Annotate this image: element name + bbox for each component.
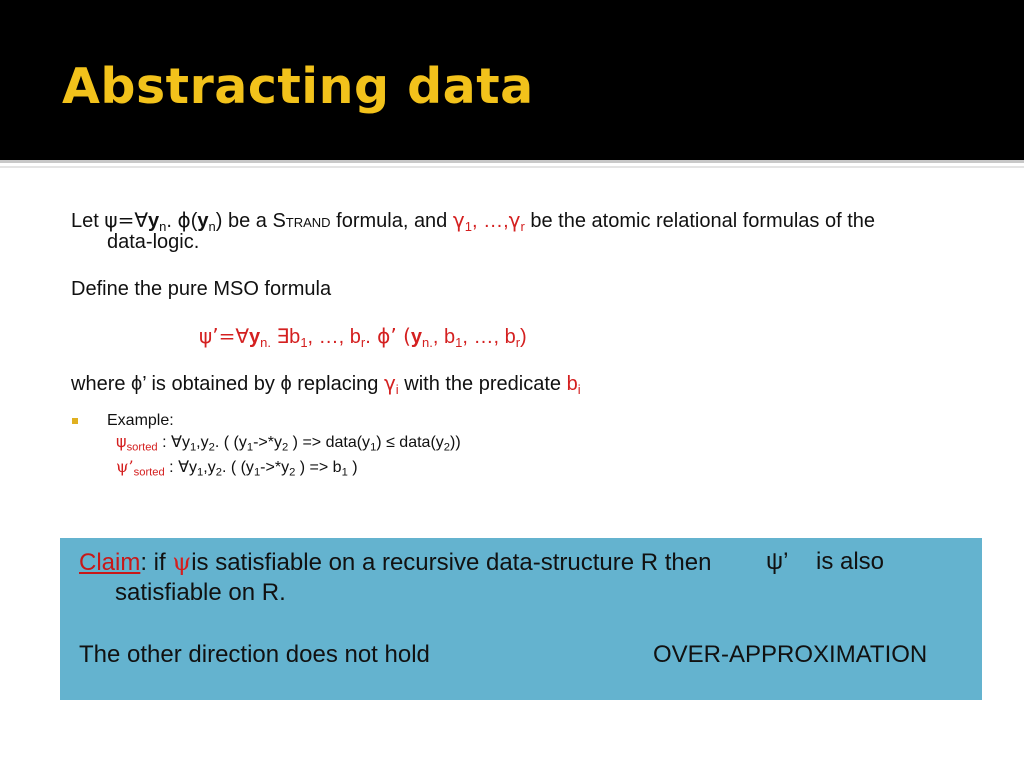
- strand-rest: TRAND: [285, 215, 331, 230]
- define-line: Define the pure MSO formula: [71, 278, 332, 300]
- sub-n-4: n.: [422, 334, 433, 350]
- text-formula-and: formula, and: [330, 210, 453, 232]
- claim-line-2: satisfiable on R.: [115, 579, 286, 606]
- intro-line-1: [71, 208, 875, 234]
- example-line-2: [116, 457, 358, 478]
- ex2-sub2: 2: [215, 466, 222, 479]
- claim-line-3: The other direction does not hold: [79, 641, 430, 668]
- text-be-a: be a: [222, 210, 273, 232]
- claim-line-1: [79, 548, 711, 577]
- ex2-sub1c: 1: [341, 466, 348, 479]
- sub-r-3: r: [515, 334, 521, 350]
- var-y-2: y: [197, 210, 209, 232]
- text-dots-b-2: , …, b: [462, 326, 516, 348]
- header-divider: [0, 160, 1024, 163]
- over-approximation: OVER-APPROXIMATION: [653, 641, 928, 668]
- equals-symbol: =: [117, 208, 135, 232]
- phi-prime-symbol: ϕ’ (: [370, 324, 411, 348]
- psi-symbol-claim: ψ: [172, 548, 192, 576]
- ex2-body2: . ( (y: [221, 459, 254, 476]
- text-rest: be the atomic relational formulas of the: [524, 210, 875, 232]
- text-dots-b: , …, b: [307, 326, 361, 348]
- slide-title: Abstracting data: [62, 58, 534, 115]
- equals-symbol-2: =: [218, 324, 236, 348]
- ex2-sub1: 1: [197, 466, 204, 479]
- ex1-body3: ) => data(y: [288, 434, 371, 451]
- ex1-sub2c: 2: [443, 441, 450, 454]
- sub-sorted-2: sorted: [133, 466, 165, 479]
- example-line-1: [116, 432, 461, 453]
- claim-text1: : if: [140, 549, 173, 576]
- ex2-sub1b: 1: [253, 466, 261, 479]
- strand-initial: S: [272, 210, 286, 232]
- mso-formula: [199, 324, 527, 350]
- paren-close-2: ): [520, 326, 527, 348]
- ex1-comma-y: ,y: [196, 434, 209, 451]
- sub-r-2: r: [360, 334, 366, 350]
- ex2-arrow: ->*y: [260, 459, 290, 476]
- intro-line-2: data-logic.: [107, 231, 200, 253]
- sub-n: n: [159, 218, 167, 234]
- forall-symbol: ∀: [134, 208, 149, 232]
- phi-symbol: ϕ: [177, 208, 191, 232]
- psi-symbol-ex: ψ: [116, 432, 127, 451]
- exists-b: ∃b: [270, 326, 301, 348]
- ex1-body4: ) ≤ data(y: [376, 434, 444, 451]
- ex2-sub2b: 2: [289, 466, 296, 479]
- sub-i-2: i: [577, 381, 581, 397]
- forall-symbol-2: ∀: [235, 324, 250, 348]
- sub-n-2: n: [208, 218, 216, 234]
- sub-i: i: [395, 381, 399, 397]
- ex2-body1: : ∀y: [164, 459, 198, 476]
- sub-1: 1: [464, 218, 472, 234]
- psi-symbol: ψ: [104, 208, 118, 232]
- ex1-sub2: 2: [208, 441, 215, 454]
- text-dot-2: .: [365, 326, 371, 348]
- claim-text3: is also: [816, 548, 885, 575]
- var-y-4: y: [410, 326, 423, 348]
- psi-prime-symbol-ex: ψ’: [116, 457, 134, 476]
- ex1-sub1b: 1: [246, 441, 254, 454]
- gamma-symbol: γ: [452, 208, 465, 232]
- ex1-body2: . ( (y: [214, 434, 247, 451]
- var-y: y: [148, 210, 160, 232]
- predicate-text: with the predicate: [398, 373, 567, 395]
- ex1-arrow: ->*y: [253, 434, 282, 451]
- sub-r: r: [520, 218, 525, 234]
- gamma-symbol-3: γ: [383, 371, 396, 395]
- where-line: [71, 371, 581, 397]
- psi-prime-symbol-claim: ψ’: [766, 548, 789, 575]
- ex1-sub2b: 2: [282, 441, 289, 454]
- psi-prime-symbol: ψ’: [199, 324, 219, 348]
- example-label: Example:: [107, 412, 174, 429]
- gamma-symbol-2: γ: [508, 208, 521, 232]
- ex1-body1: : ∀y: [157, 434, 190, 451]
- ex1-sub1: 1: [189, 441, 197, 454]
- ex2-body4: ): [347, 459, 358, 476]
- ex1-body5: )): [450, 434, 461, 451]
- slide-header: [0, 0, 1024, 160]
- paren-close: ): [215, 210, 223, 232]
- sub-1-2: 1: [300, 334, 308, 350]
- text-dot: .: [166, 210, 178, 232]
- bullet-icon: [72, 418, 78, 424]
- ex2-body3: ) => b: [295, 459, 342, 476]
- var-b: b: [566, 373, 578, 395]
- paren-open: (: [190, 210, 198, 232]
- ex1-sub1c: 1: [370, 441, 377, 454]
- text-comma-b: , b: [432, 326, 456, 348]
- ex2-comma-y: ,y: [203, 459, 216, 476]
- sub-sorted: sorted: [126, 441, 158, 454]
- text-ellipsis: , …,: [471, 210, 509, 232]
- claim-text2: is satisfiable on a recursive data-structure R then: [191, 549, 712, 576]
- sub-n-3: n.: [260, 334, 271, 350]
- header-divider-light: [0, 166, 1024, 168]
- text-let: Let: [71, 210, 105, 232]
- var-y-3: y: [249, 326, 261, 348]
- where-text: where ϕ’ is obtained by ϕ replacing: [71, 373, 384, 395]
- sub-1-3: 1: [455, 334, 463, 350]
- claim-word: Claim: [79, 549, 141, 576]
